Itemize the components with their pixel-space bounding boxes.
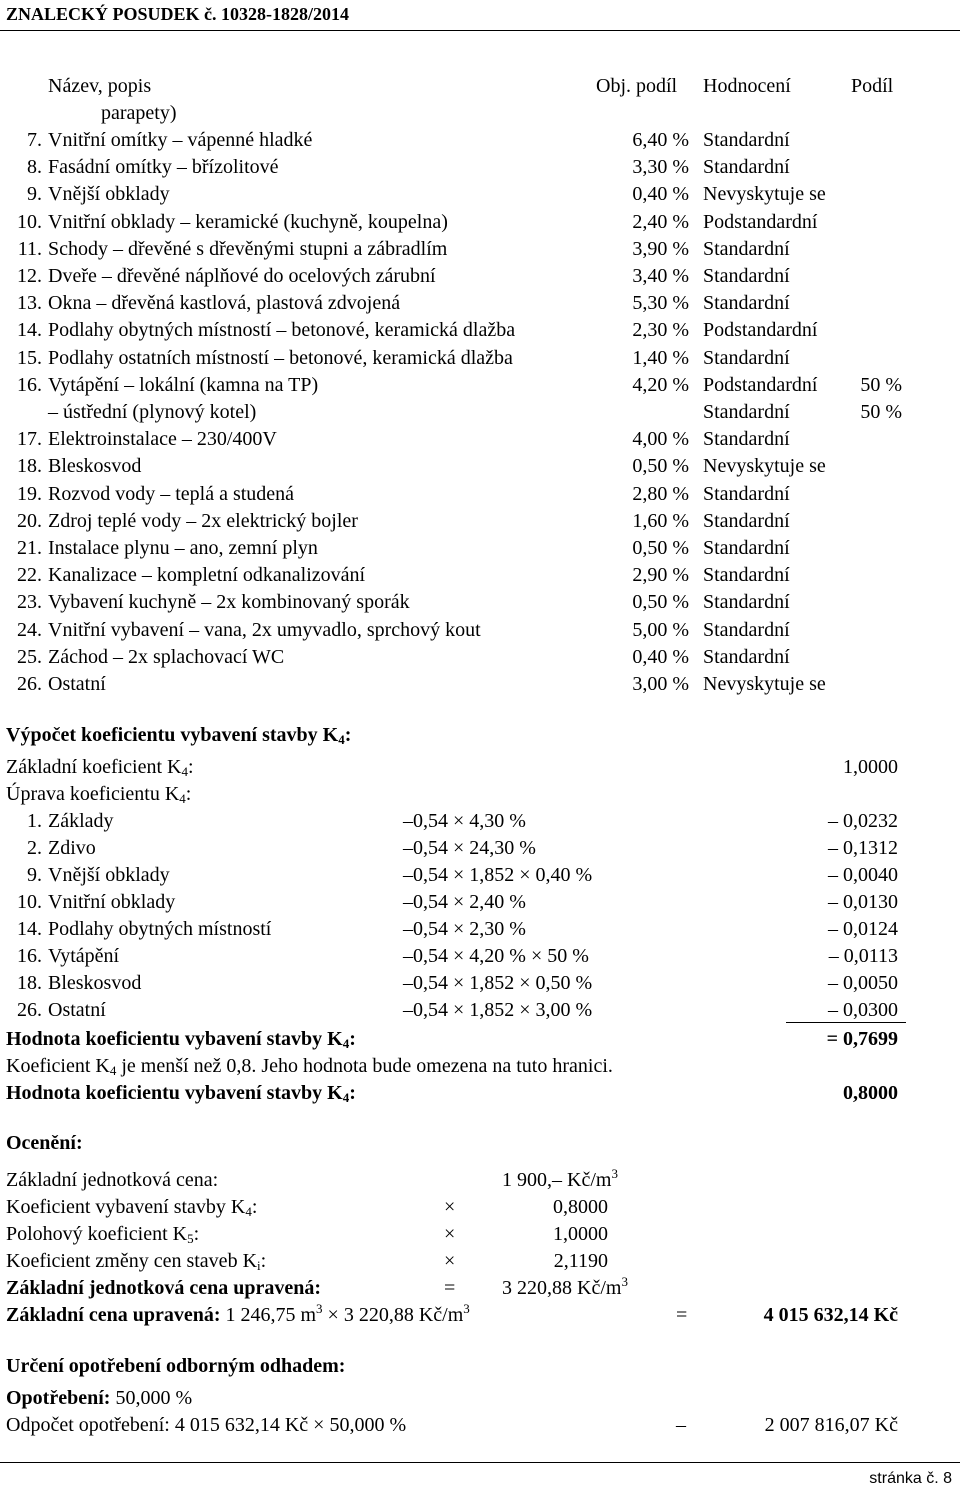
item-rating: Standardní <box>703 564 790 586</box>
item-name: Podlahy ostatních místností – betonové, keramická dlažba <box>48 347 513 369</box>
item-number: 19. <box>17 483 42 505</box>
item-rating: Standardní <box>703 537 790 559</box>
item-number: 12. <box>17 265 42 287</box>
item-share: 3,40 % <box>632 265 689 287</box>
document-title: ZNALECKÝ POSUDEK č. 10328-1828/2014 <box>6 4 350 24</box>
item-number: 22. <box>17 564 42 586</box>
adjustment-value: – 0,0113 <box>828 945 898 967</box>
item-name: Ostatní <box>48 673 106 695</box>
item-number: 16. <box>17 374 42 396</box>
adjustment-number: 16. <box>17 945 42 967</box>
adjustment-number: 1. <box>27 810 42 832</box>
item-name: Vnitřní omítky – vápenné hladké <box>48 129 313 151</box>
adjustment-calc: –0,54 × 1,852 × 0,50 % <box>403 972 593 994</box>
base-price-op: = <box>676 1304 688 1326</box>
k4-total-label: Hodnota koeficientu vybavení stavby $K_4$: <box>6 1028 356 1051</box>
item-rating: Standardní <box>703 292 790 314</box>
adjusted-unit-price-value: 3 220,88 $Kč/m^3$ <box>502 1274 628 1299</box>
adjustment-value: – 0,0232 <box>828 810 898 832</box>
item-rating: Standardní <box>703 510 790 532</box>
item-number: 24. <box>17 619 42 641</box>
item-name: Vnitřní vybavení – vana, 2x umyvadlo, sprchový kout <box>48 619 481 641</box>
item-name: Vybavení kuchyně – 2x kombinovaný sporák <box>48 591 410 613</box>
adjustment-name: Základy <box>48 810 114 832</box>
adjustment-name: Vytápění <box>48 945 120 967</box>
item-name: Podlahy obytných místností – betonové, keramická dlažba <box>48 319 516 341</box>
item-share: 3,30 % <box>632 156 689 178</box>
item-number: 9. <box>27 183 42 205</box>
item-rating: Standardní <box>703 238 790 260</box>
adjustment-value: – 0,0130 <box>828 891 898 913</box>
footer-rule <box>0 1462 960 1463</box>
item-rating: Standardní <box>703 483 790 505</box>
page-number: stránka č. 8 <box>869 1470 952 1487</box>
item-rating: Standardní <box>703 401 790 423</box>
wear-deduction-value: 2 007 816,07 Kč <box>764 1414 898 1436</box>
adjustment-number: 14. <box>17 918 42 940</box>
adjustment-calc: –0,54 × 4,30 % <box>403 810 526 832</box>
item-number: 8. <box>27 156 42 178</box>
item-rating: Standardní <box>703 129 790 151</box>
valuation-row-value: 2,1190 <box>553 1250 608 1272</box>
item-share: 1,60 % <box>632 510 689 532</box>
item-rating: Podstandardní <box>703 319 818 341</box>
valuation-row-label: Koeficient změny cen staveb $K_i$: <box>6 1250 267 1273</box>
valuation-row-op: × <box>444 1250 456 1272</box>
valuation-heading: Ocenění: <box>6 1132 83 1154</box>
k4-final-value: 0,8000 <box>843 1082 898 1104</box>
item-name: Zdroj teplé vody – 2x elektrický bojler <box>48 510 358 532</box>
k4-base-label: Základní koeficient $K_4$: <box>6 756 194 779</box>
item-name: Dveře – dřevěné náplňové do ocelových zárubní <box>48 265 436 287</box>
adjustment-calc: –0,54 × 4,20 % × 50 % <box>403 945 589 967</box>
item-share: 1,40 % <box>632 347 689 369</box>
item-rating: Standardní <box>703 156 790 178</box>
item-name: Instalace plynu – ano, zemní plyn <box>48 537 318 559</box>
item-name: – ústřední (plynový kotel) <box>48 401 257 423</box>
item-rating: Standardní <box>703 646 790 668</box>
item-rating: Podstandardní <box>703 211 818 233</box>
adjustment-name: Ostatní <box>48 999 106 1021</box>
item-name: Vnější obklady <box>48 183 170 205</box>
valuation-row-value: 0,8000 <box>553 1196 608 1218</box>
base-price-row: Základní cena upravená: 1 246,75 $m^3 \times 3$ 220,88 $Kč/m^3$ <box>6 1301 470 1326</box>
col-header-share: Obj. podíl <box>596 75 678 97</box>
item-rating: Standardní <box>703 619 790 641</box>
valuation-row-op: × <box>444 1223 456 1245</box>
item-name: Okna – dřevěná kastlová, plastová zdvojená <box>48 292 401 314</box>
item-share: 3,90 % <box>632 238 689 260</box>
valuation-row-op: × <box>444 1196 456 1218</box>
adjustment-name: Zdivo <box>48 837 96 859</box>
adjustment-number: 2. <box>27 837 42 859</box>
k4-note: Koeficient $K_4$ je menší než 0,8. Jeho hodnota bude omezena na tuto hranici. <box>6 1055 613 1078</box>
item-share: 2,80 % <box>632 483 689 505</box>
item-share: 0,50 % <box>632 455 689 477</box>
item-share: 2,90 % <box>632 564 689 586</box>
item-part: 50 % <box>860 374 902 396</box>
wear-deduction-op: – <box>676 1414 686 1436</box>
adjustment-calc: –0,54 × 1,852 × 3,00 % <box>403 999 593 1021</box>
adjustment-value: – 0,0040 <box>828 864 898 886</box>
valuation-row-label: Koeficient vybavení stavby $K_4$: <box>6 1196 258 1219</box>
item-share: 2,40 % <box>632 211 689 233</box>
item-name: Bleskosvod <box>48 455 142 477</box>
item-number: 11. <box>17 238 42 260</box>
col-header-part: Podíl <box>851 75 894 97</box>
item-name: Kanalizace – kompletní odkanalizování <box>48 564 366 586</box>
adjustment-name: Vnitřní obklady <box>48 891 176 913</box>
item-number: 25. <box>17 646 42 668</box>
adjusted-unit-price-label: Základní jednotková cena upravená: <box>6 1277 322 1299</box>
k4-total-value: = 0,7699 <box>826 1028 898 1050</box>
item-rating: Standardní <box>703 265 790 287</box>
item-share: 0,50 % <box>632 537 689 559</box>
item-number: 10. <box>17 211 42 233</box>
item-name: Fasádní omítky – břízolitové <box>48 156 279 178</box>
item-share: 0,40 % <box>632 183 689 205</box>
item-share: 4,20 % <box>632 374 689 396</box>
base-price-value: 4 015 632,14 Kč <box>763 1304 898 1326</box>
adjustment-number: 26. <box>17 999 42 1021</box>
item-share: 4,00 % <box>632 428 689 450</box>
item-name: Elektroinstalace – 230/400V <box>48 428 277 450</box>
item-name: Záchod – 2x splachovací WC <box>48 646 285 668</box>
header-rule <box>0 30 960 31</box>
item-number: 18. <box>17 455 42 477</box>
item-number: 15. <box>17 347 42 369</box>
wear-heading: Určení opotřebení odborným odhadem: <box>6 1355 346 1377</box>
item-rating: Standardní <box>703 591 790 613</box>
col-header-rating: Hodnocení <box>703 75 791 97</box>
item-name: Schody – dřevěné s dřevěnými stupni a zábradlím <box>48 238 448 260</box>
valuation-row-value: 1,0000 <box>553 1223 608 1245</box>
adjustment-calc: –0,54 × 1,852 × 0,40 % <box>403 864 593 886</box>
item-number: 7. <box>27 129 42 151</box>
adjustment-value: – 0,0050 <box>828 972 898 994</box>
adjustment-calc: –0,54 × 2,30 % <box>403 918 526 940</box>
k4-heading: Výpočet koeficientu vybavení stavby $K_4$: <box>6 724 352 747</box>
item-number: 23. <box>17 591 42 613</box>
adjustment-number: 18. <box>17 972 42 994</box>
item-rating: Standardní <box>703 428 790 450</box>
item-name: Vytápění – lokální (kamna na TP) <box>48 374 319 396</box>
sum-rule <box>786 1022 906 1023</box>
col-header-name: Název, popis <box>48 75 152 97</box>
item-share: 2,30 % <box>632 319 689 341</box>
item-share: 3,00 % <box>632 673 689 695</box>
item-share: 5,30 % <box>632 292 689 314</box>
k4-base-value: 1,0000 <box>843 756 898 778</box>
adjustment-value: – 0,0124 <box>828 918 898 940</box>
adjustment-calc: –0,54 × 2,40 % <box>403 891 526 913</box>
item-rating: Nevyskytuje se <box>703 183 826 205</box>
k4-adj-label: Úprava koeficientu $K_4$: <box>6 783 192 806</box>
adjustment-value: – 0,1312 <box>828 837 898 859</box>
item-rating: Standardní <box>703 347 790 369</box>
adjustment-number: 10. <box>17 891 42 913</box>
adjustment-name: Vnější obklady <box>48 864 170 886</box>
item-share: 0,40 % <box>632 646 689 668</box>
adjusted-unit-price-op: = <box>444 1277 456 1299</box>
item-rating: Podstandardní <box>703 374 818 396</box>
valuation-row-label: Základní jednotková cena: <box>6 1169 219 1191</box>
adjustment-number: 9. <box>27 864 42 886</box>
valuation-row-label: Polohový koeficient $K_5$: <box>6 1223 200 1246</box>
k4-final-label: Hodnota koeficientu vybavení stavby $K_4$: <box>6 1082 356 1105</box>
item-rating: Nevyskytuje se <box>703 455 826 477</box>
adjustment-name: Bleskosvod <box>48 972 142 994</box>
item-number: 13. <box>17 292 42 314</box>
valuation-row-value: 1 900,– $Kč/m^3$ <box>502 1166 618 1191</box>
wear-row: Opotřebení: 50,000 % <box>6 1387 193 1409</box>
item-share: 6,40 % <box>632 129 689 151</box>
item-share: 0,50 % <box>632 591 689 613</box>
item-share: 5,00 % <box>632 619 689 641</box>
adjustment-value: – 0,0300 <box>828 999 898 1021</box>
item-name: Vnitřní obklady – keramické (kuchyně, koupelna) <box>48 211 448 233</box>
item-number: 20. <box>17 510 42 532</box>
item-part: 50 % <box>860 401 902 423</box>
continued-line: parapety) <box>101 102 177 124</box>
item-number: 14. <box>17 319 42 341</box>
item-number: 21. <box>17 537 42 559</box>
item-rating: Nevyskytuje se <box>703 673 826 695</box>
wear-deduction-text: Odpočet opotřebení: 4 015 632,14 Kč × 50,000 % <box>6 1414 407 1436</box>
item-number: 26. <box>17 673 42 695</box>
item-name: Rozvod vody – teplá a studená <box>48 483 295 505</box>
adjustment-name: Podlahy obytných místností <box>48 918 272 940</box>
adjustment-calc: –0,54 × 24,30 % <box>403 837 536 859</box>
item-number: 17. <box>17 428 42 450</box>
